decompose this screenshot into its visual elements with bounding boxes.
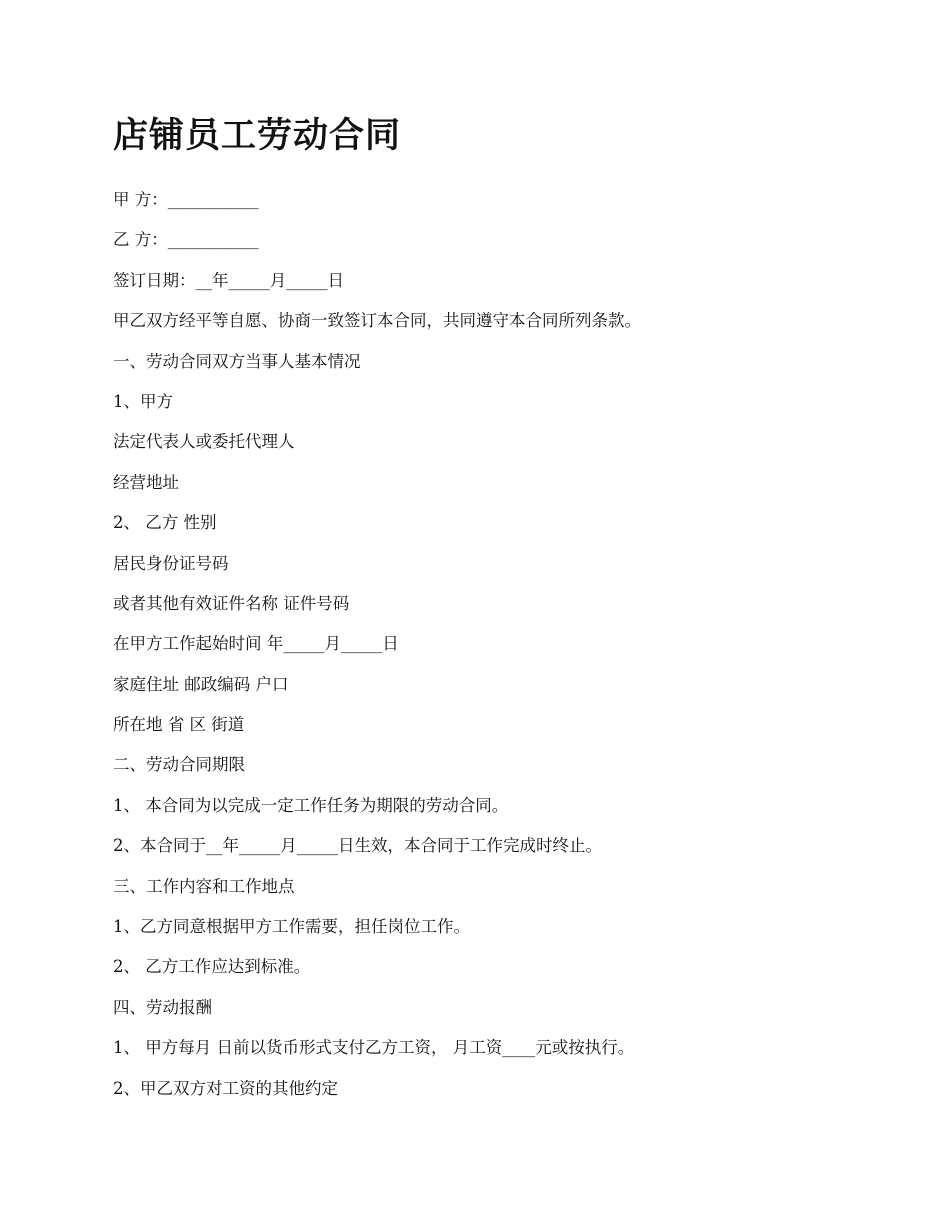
clause-line: 1、乙方同意根据甲方工作需要，担任岗位工作。 <box>113 917 470 937</box>
clause-line: 在甲方工作起始时间 年_____月_____日 <box>113 634 399 654</box>
clause-line: 2、本合同于__年_____月_____日生效，本合同于工作完成时终止。 <box>113 836 602 856</box>
party-a-line: 甲 方：___________ <box>113 190 259 209</box>
section-heading-1: 一、劳动合同双方当事人基本情况 <box>113 351 361 371</box>
clause-line: 居民身份证号码 <box>113 553 229 573</box>
clause-line: 经营地址 <box>113 472 179 492</box>
clause-line: 家庭住址 邮政编码 户口 <box>113 674 289 694</box>
clause-line: 2、 乙方 性别 <box>113 513 217 533</box>
clause-line: 1、甲方 <box>113 391 173 411</box>
party-b-line: 乙 方：___________ <box>113 230 259 250</box>
preamble: 甲乙双方经平等自愿、协商一致签订本合同，共同遵守本合同所列条款。 <box>113 311 641 331</box>
clause-line: 或者其他有效证件名称 证件号码 <box>113 593 350 613</box>
clause-line: 1、 甲方每月 日前以货币形式支付乙方工资， 月工资____元或按执行。 <box>113 1038 635 1058</box>
section-heading-4: 四、劳动报酬 <box>113 997 212 1017</box>
clause-line: 1、 本合同为以完成一定工作任务为期限的劳动合同。 <box>113 795 509 815</box>
section-heading-2: 二、劳动合同期限 <box>113 755 245 775</box>
clause-line: 2、甲乙双方对工资的其他约定 <box>113 1078 338 1098</box>
clause-line: 2、 乙方工作应达到标准。 <box>113 957 311 977</box>
clause-line: 法定代表人或委托代理人 <box>113 432 295 452</box>
contract-page <box>113 110 873 1109</box>
contract-body <box>113 180 873 1109</box>
clause-line: 所在地 省 区 街道 <box>113 715 245 735</box>
signing-date-line: 签订日期：__年_____月_____日 <box>113 270 344 290</box>
section-heading-3: 三、工作内容和工作地点 <box>113 876 295 896</box>
document-title: 店铺员工劳动合同 <box>113 115 402 156</box>
